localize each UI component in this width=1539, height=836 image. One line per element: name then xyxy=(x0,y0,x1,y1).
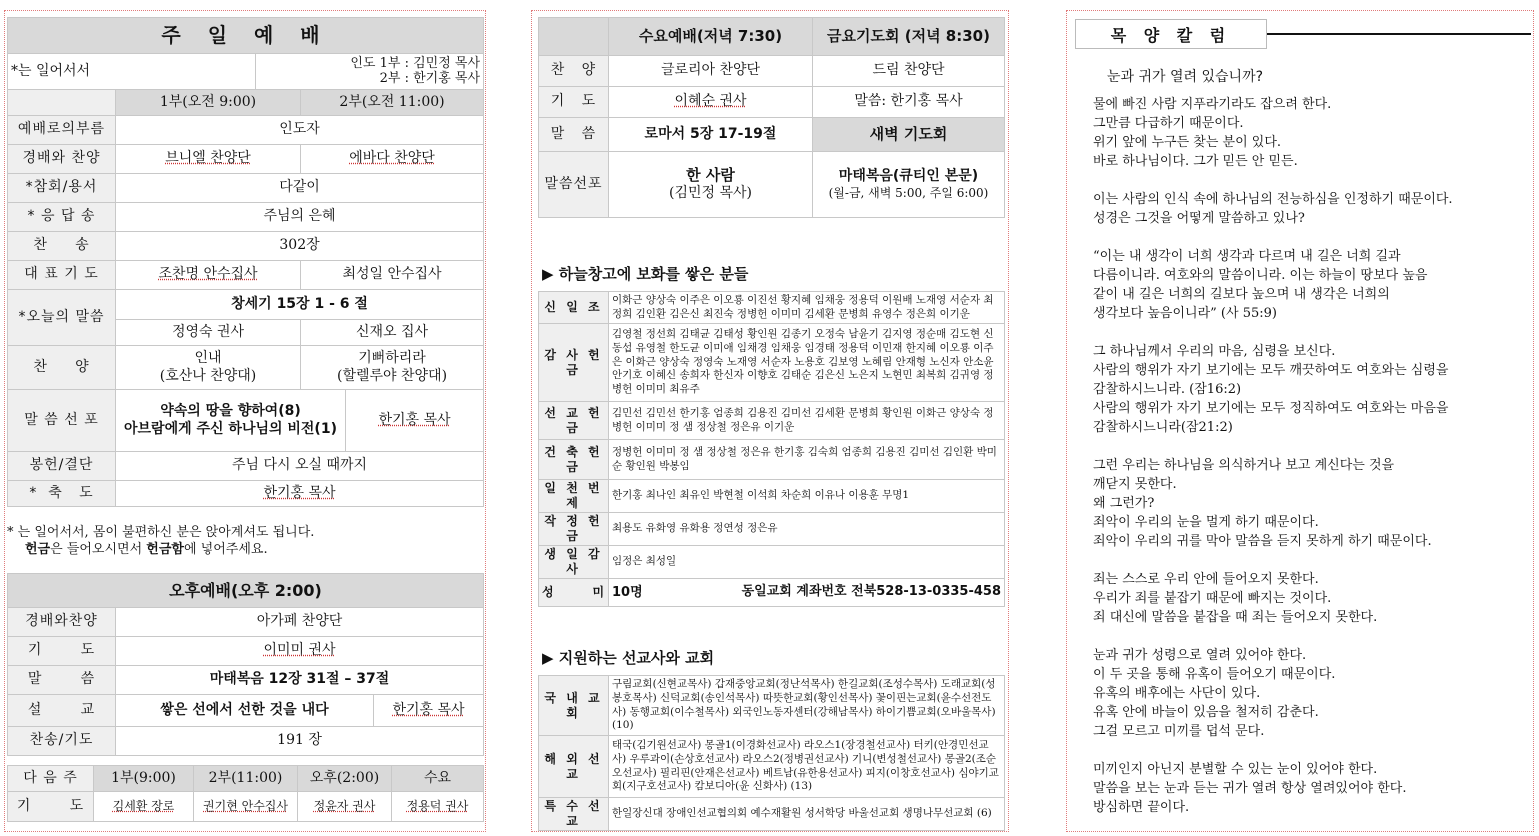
next-name-3: 정윤자 권사 xyxy=(298,792,392,822)
aft-sermon-label: 설 교 xyxy=(8,695,116,727)
wed-praise: 글로리아 찬양단 xyxy=(609,56,813,87)
word-label: *오늘의 말씀 xyxy=(8,290,116,346)
choir-song2: 기뻐하리라 xyxy=(358,350,426,366)
column-header: 목 양 칼 럼 xyxy=(1075,19,1267,49)
prayer-part2: 최성일 안수집사 xyxy=(301,261,484,290)
part1-heading: 1부(오전 9:00) xyxy=(116,90,301,116)
praise-part2: 에바다 찬양단 xyxy=(301,145,484,174)
stand-note: *는 일어서서 xyxy=(8,54,256,90)
aft-praise-label: 경배와찬양 xyxy=(8,608,116,637)
offer-names-7: 임정은 최성일 xyxy=(609,546,1005,579)
reader-part1: 정영숙 권사 xyxy=(116,320,301,346)
blessing-label: * 축 도 xyxy=(8,481,116,507)
sermon-title1: 약속의 땅을 향하여(8) xyxy=(160,403,301,419)
confession-value: 다같이 xyxy=(116,174,484,203)
aft-hymn-value: 191 장 xyxy=(116,727,484,756)
mid-prayer-label: 기 도 xyxy=(539,87,609,118)
offer-label-7: 생 일 감 사 xyxy=(539,546,609,579)
reader-part2: 신재오 집사 xyxy=(301,320,484,346)
miss-label-2: 해 외 선 교 xyxy=(539,736,609,798)
leader-part1: 인도 1부 : 김민정 목사 xyxy=(350,56,481,72)
response-value: 주님의 은혜 xyxy=(116,203,484,232)
call-label: 예배로의부름 xyxy=(8,116,116,145)
hymn-label: 찬 송 xyxy=(8,232,116,261)
aft-word-value: 마태복음 12장 31절 – 37절 xyxy=(116,666,484,695)
wed-sermon-preacher: (김민정 목사) xyxy=(669,185,752,202)
prayer-part1: 조찬명 안수집사 xyxy=(116,261,301,290)
offer-names-3: 김민선 김민선 한기홍 엄종희 김용진 김미선 김세환 문병희 황인원 이화근 양상숙 정병헌 이미미 정 샘 정상철 정은유 이기운 xyxy=(609,402,1005,440)
offer-label-4: 건 축 헌 금 xyxy=(539,440,609,480)
offer-names-5: 한기홍 최나인 최유인 박현철 이석희 차순희 이유나 이용훈 무명1 xyxy=(609,480,1005,513)
miss-label-1: 국 내 교 회 xyxy=(539,676,609,736)
friday-title: 금요기도회 (저녁 8:30) xyxy=(813,18,1005,56)
next-head-3: 오후(2:00) xyxy=(298,766,392,792)
praise-part1: 브니엘 찬양단 xyxy=(116,145,301,174)
aft-sermon-preacher: 한기홍 목사 xyxy=(374,695,484,727)
header-rule xyxy=(1267,33,1531,35)
paragraph: 물에 빠진 사람 지푸라기라도 잡으려 한다. 그만큼 다급하기 때문이다. 위기 앞에 누구든 찾는 분이 있다. 바로 하나님이다. 그가 믿든 안 믿든. xyxy=(1093,97,1332,169)
leader-part2: 2부 : 한기홍 목사 xyxy=(379,70,481,86)
misc-value: 10명 xyxy=(612,584,643,600)
miss-list-2: 태국(김기원선교사) 몽골1(이경화선교사) 라오스1(장경철선교사) 터키(안경민선교사) 우루과이(손상호선교사) 라오스2(정병권선교사) 기니(변성철선교사) 몽골2(조순오선교사) 필리핀(안재은선교사) 베트남(유한용선교사) 피지(이창호선교사) 심야기교회(지구호선교사) 캄보디아(윤 신화사) (13) xyxy=(609,736,1005,798)
scripture-quote: “이는 내 생각이 너희 생각과 다르며 내 길은 너희 길과 다름이니라. 여호와의 말씀이니라. 이는 하늘이 땅보다 높음 같이 내 길은 너희의 길보다 높으며 내 생각은 너희의 생각보다 높음이니라” (사 55:9) xyxy=(1093,249,1428,321)
offer-label-1: 신 일 조 xyxy=(539,292,609,324)
miss-list-1: 구림교회(신현교목사) 갑재중앙교회(정난석목사) 한길교회(조성수목사) 도래교회(성봉호목사) 신덕교회(송인석목사) 따뜻한교회(황인선목사) 꽃이핀는교회(윤수선전도사) 동행교회(이수철목사) 외국인노동자센터(강해남목사) 하이기쁨교회(오바울목사) (10) xyxy=(609,676,1005,736)
service-note xyxy=(7,525,483,559)
afternoon-service-table xyxy=(7,573,484,756)
offerings-heading: ▶ 하늘창고에 보화를 쌓은 분들 xyxy=(542,265,749,283)
dawn-title: 새벽 기도회 xyxy=(813,118,1005,152)
misc-label: 성 미 xyxy=(539,579,609,607)
dawn-time: (월-금, 새벽 5:00, 주일 6:00) xyxy=(828,185,989,200)
mid-sermon-label: 말씀선포 xyxy=(539,152,609,218)
right-panel xyxy=(1066,10,1534,832)
wed-sermon-title: 한 사람 xyxy=(686,166,735,185)
offer-names-1: 이화근 양상숙 이주은 이오룡 이진선 황지혜 임채웅 정용덕 이원배 노재영 서순자 최정희 김인환 김은신 최진숙 정병헌 이미미 김세환 문병희 유영수 정은희 이기운 xyxy=(609,292,1005,324)
note-box-word: 헌금함 xyxy=(146,541,184,557)
afternoon-title: 오후예배(오후 2:00) xyxy=(8,574,484,608)
paragraph: 이는 사람의 인식 속에 하나님의 전능하심을 인정하기 때문이다. 성경은 그것을 어떻게 말씀하고 있나? xyxy=(1093,192,1453,226)
next-head-2: 2부(11:00) xyxy=(194,766,298,792)
offer-label-6: 작 정 헌 금 xyxy=(539,513,609,546)
sermon-label: 말 씀 선 포 xyxy=(8,390,116,452)
next-head-4: 수요 xyxy=(392,766,484,792)
sermon-title2: 아브람에게 주신 하나님의 비전(1) xyxy=(124,420,337,437)
next-name-2: 권기현 안수집사 xyxy=(194,792,298,822)
miss-label-3: 특 수 선 교 xyxy=(539,798,609,831)
note-stand: * 는 일어서서, 몸이 불편하신 분은 앉아계셔도 됩니다. xyxy=(7,525,315,540)
mid-praise-label: 찬 양 xyxy=(539,56,609,87)
paragraph: 미끼인지 아닌지 분별할 수 있는 눈이 있어야 한다. 말씀을 보는 눈과 듣는 귀가 열려 항상 열려있어야 한다. 방심하면 끝이다. xyxy=(1093,762,1407,815)
column-title: 눈과 귀가 열려 있습니까? xyxy=(1107,69,1264,85)
sunday-service-table xyxy=(7,17,484,507)
call-value: 인도자 xyxy=(116,116,484,145)
mid-word-label: 말 씀 xyxy=(539,118,609,152)
missions-table xyxy=(538,675,1005,831)
offer-names-6: 최용도 유화영 유화용 정연성 정은유 xyxy=(609,513,1005,546)
midweek-table xyxy=(538,17,1005,218)
note-text1: 은 들어오시면서 xyxy=(50,541,147,557)
next-prayer-label: 기 도 xyxy=(8,792,94,822)
offer-label-5: 일 천 번 제 xyxy=(539,480,609,513)
wed-word: 로마서 5장 17-19절 xyxy=(609,118,813,152)
paragraph: 죄는 스스로 우리 안에 들어오지 못한다. 우리가 죄를 붙잡기 때문에 빠지는 것이다. 죄 대신에 말씀을 붙잡을 때 죄는 들어오지 못한다. xyxy=(1093,572,1378,625)
note-text2: 에 넣어주세요. xyxy=(183,541,268,557)
part2-heading: 2부(오전 11:00) xyxy=(301,90,484,116)
dawn-text: 마태복음(큐티인 본문) xyxy=(838,168,979,185)
offer-label-3: 선 교 헌 금 xyxy=(539,402,609,440)
account-number: 동일교회 계좌번호 전북528-13-0335-458 xyxy=(741,583,1001,599)
missions-heading: ▶ 지원하는 선교사와 교회 xyxy=(542,649,715,667)
next-week-label: 다 음 주 xyxy=(8,766,94,792)
column-body xyxy=(1093,95,1507,836)
scripture: 창세기 15장 1 - 6 절 xyxy=(116,290,484,320)
choir-name1: (호산나 찬양대) xyxy=(159,367,257,384)
offer-label-2: 감 사 헌 금 xyxy=(539,324,609,402)
aft-prayer-label: 기 도 xyxy=(8,637,116,666)
offerings-table xyxy=(538,291,1005,607)
fri-praise: 드림 찬양단 xyxy=(813,56,1005,87)
sermon-preacher: 한기홍 목사 xyxy=(346,390,484,452)
aft-prayer-value: 이미미 권사 xyxy=(116,637,484,666)
response-label: * 응 답 송 xyxy=(8,203,116,232)
middle-panel xyxy=(531,10,1009,832)
next-name-1: 김세환 장로 xyxy=(94,792,194,822)
aft-sermon-title: 쌓은 선에서 선한 것을 내다 xyxy=(116,695,374,727)
next-name-4: 정용덕 권사 xyxy=(392,792,484,822)
aft-word-label: 말 씀 xyxy=(8,666,116,695)
offering-label: 봉헌/결단 xyxy=(8,452,116,481)
offer-names-4: 정병헌 이미미 정 샘 정상철 정은유 한기홍 김숙희 엄종희 김용진 김미선 김인환 박미순 황인원 박봉임 xyxy=(609,440,1005,480)
wed-prayer: 이혜순 권사 xyxy=(609,87,813,118)
paragraph: 그 하나님께서 우리의 마음, 심령을 보신다. 사람의 행위가 자기 보기에는 모두 깨끗하여도 여호와는 심령을 감찰하시느니라. (잠16:2) 사람의 행위가 자기 보기에는 모두 정직하여도 여호와는 마음을 감찰하시느니라(잠21:2) xyxy=(1093,344,1449,435)
wednesday-title: 수요예배(저녁 7:30) xyxy=(609,18,813,56)
choir-name2: (할렐루야 찬양대) xyxy=(336,367,448,384)
paragraph: 그런 우리는 하나님을 의식하거나 보고 계신다는 것을 깨닫지 못한다. 왜 그런가? 죄악이 우리의 눈을 멀게 하기 때문이다. 죄악이 우리의 귀를 막아 말씀을 듣지 못하게 하기 때문이다. xyxy=(1093,458,1432,549)
aft-praise-value: 아가페 찬양단 xyxy=(116,608,484,637)
choir-song1: 인내 xyxy=(194,350,222,366)
hymn-value: 302장 xyxy=(116,232,484,261)
blessing-value: 한기홍 목사 xyxy=(116,481,484,507)
prayer-label: 대 표 기 도 xyxy=(8,261,116,290)
praise-label: 경배와 찬양 xyxy=(8,145,116,174)
paragraph: 눈과 귀가 성령으로 열려 있어야 한다. 이 두 곳을 통해 유혹이 들어오기 때문이다. 유혹의 배후에는 사단이 있다. 유혹 안에 바늘이 있음을 철저히 감춘다. 그걸 모르고 미끼를 덥석 문다. xyxy=(1093,648,1336,739)
sunday-service-title: 주 일 예 배 xyxy=(161,23,330,47)
confession-label: *참회/용서 xyxy=(8,174,116,203)
offer-names-2: 김영철 정선희 김태균 김태성 황인원 김종기 오정숙 남윤기 김지영 정순매 김도현 신동섭 유영철 한도균 이미애 임채경 임채웅 임경태 정용덕 이민재 한지혜 이오룡 이주은 이화근 양상숙 정영숙 노재영 서순자 노용호 김보영 노혜림 안재형 노신자 안소윤 안기호 이혜신 송희자 한신자 이향호 김태순 김은신 노은지 노현민 최복희 김귀영 정병헌 이미미 최유주 xyxy=(609,324,1005,402)
next-head-1: 1부(9:00) xyxy=(94,766,194,792)
choir-label: 찬 양 xyxy=(8,346,116,390)
note-offering-word: 헌금 xyxy=(25,541,51,557)
next-week-table xyxy=(7,765,484,822)
fri-word: 말씀: 한기홍 목사 xyxy=(813,87,1005,118)
aft-hymn-label: 찬송/기도 xyxy=(8,727,116,756)
offering-value: 주님 다시 오실 때까지 xyxy=(116,452,484,481)
left-panel xyxy=(4,10,486,832)
miss-list-3: 한일장신대 장애인선교협의회 예수재활원 성서학당 바울선교회 생명나무선교회 (6) xyxy=(609,798,1005,831)
